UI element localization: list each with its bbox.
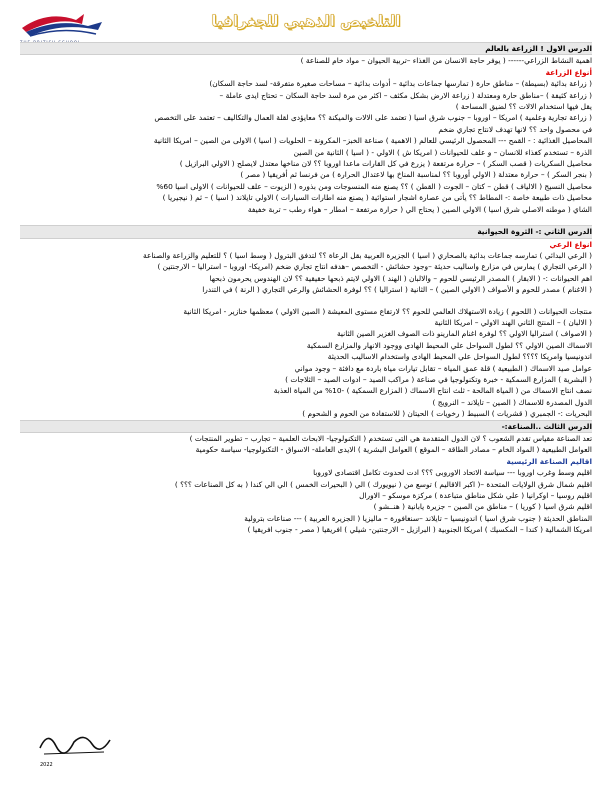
text-line: الدول المصدرة للاسماك ( الصين – تايلاند – النرويج ) xyxy=(432,397,592,407)
text-line: اقليم شمال شرق الولايات المتحدة –( اكبر الاقاليم ) توسع من ( نيويورك ) الي ( البحيرات الخمس ) الي الي كندا ( به كل الصناعات ؟؟؟ ) xyxy=(174,479,592,489)
signature-year: 2022 xyxy=(40,762,53,768)
text-line: في محصول واحد ؟؟ لانها تهدف لانتاج تجاري ضخم xyxy=(438,124,592,134)
text-line: نصف انتاج الاسماك من ( المياة المالحة - ثلث انتاج الاسماك ( المزارع السمكية ) -10% من المياة العذبة xyxy=(273,386,592,396)
text-line: ( الاغنام ) مصدر للحوم و الأصواف ( الاولي الصين ) – الثانية ( استراليا ) ؟؟ لوفرة الحشائش والرعي التجاري ( الرنة ) في التندرا xyxy=(202,285,592,295)
text-line: محاصيل النسيج ( الالياف ) قطن – كتان – الجوت ( القطن ) ؟؟ يصنع منه المنسوجات ومن بذوره ( الزيوت – علف للحيوانات ) الاولى اسيا 60% xyxy=(156,181,592,191)
text-line xyxy=(20,296,592,306)
text-line: محاصيل ذات طبيعة خاصة :- المطاط ؟؟ يأتى من عصارة اشجار استوائية ( يصنع منه اطارات السيارات ) الاولي تايلاند ( اسيا ) – ثم ( نيجيريا ) xyxy=(162,193,592,203)
summary-sheet xyxy=(20,42,592,536)
text-line: اهمية النشاط الزراعي------ ( يوفر حاجة الانسان من الغذاء –تربية الحيوان – مواد خام للصناعة ) xyxy=(300,56,592,66)
text-line: ( بنجر السكر ) – حرارة معتدلة ( الاولي أوروبا ؟؟ لمناسبة المناخ بها لاعتدال الحرارة ) من فرنسا ثم أفريقيا ( مصر ) xyxy=(240,170,592,180)
signature-image xyxy=(34,722,114,762)
text-line: أنواع الزراعة xyxy=(545,67,592,77)
text-line: منتجات الحيوانات ( اللحوم ) زيادة الاستهلاك العالمي للحوم ؟؟ لارتفاع مستوى المعيشة ( الصين الاولي ) معظمها خنازير - امريكا الثانية xyxy=(183,306,592,316)
text-line: ( الرعي التجاري ) يمارس في مزارع واساليب حديثة –وجود حشائش - التخصص –هدفه انتاج تجاري ضخم (امريكا- اوروبا – استراليا – الارجنتين ) xyxy=(157,262,592,272)
text-line: ( الرعي البدائي ) تمارسه جماعات بدائية بالصحاري ( اسيا ) الجزيرة العربية بقل الرعاة ؟؟ لتدفق البترول ( وسط اسيا ) ؟ للتعليم والزراعة والصناعة xyxy=(143,250,592,260)
text-line: ( البشرية ) المزارع السمكية - خبرة وتكنولوجيا في صناعة ( مراكب الصيد – ادوات الصيد – الثلاجات ) xyxy=(285,374,592,384)
text-line: المحاصيل الغذائية : - القمح --- المحصول الرئيسي للعالم ( الاهمية ) صناعة الخبز– المكرونة – الحلويات ( اسيا ) الاولى من الصين – امريكا الثانية xyxy=(153,136,592,146)
section-heading: الدرس الاول ! الزراعة بالعالم xyxy=(20,42,592,55)
text-line: البحريات :- الجمبري ( قشريات ) السبيط ( رخويات ) الحيتان ( للاستفادة من الحوم و الشحوم ) xyxy=(302,409,592,419)
text-line: انواع الرعي xyxy=(549,239,592,249)
section-heading: الدرس الثاني :- الثروة الحيوانية xyxy=(20,225,592,238)
page-title: التلخيص الذهبي للجغرافيا xyxy=(211,12,401,30)
text-line: ( زراعة تجارية وعلمية ) امريكا – اوروبا – جنوب شرق اسيا ( تعتمد على الالات والميكنة ؟؟ معايؤدى لقلة العمال والتكاليف – تعتمد على التخصص xyxy=(154,113,592,123)
text-line: اندونيسيا وامريكا ؟؟؟؟ لطول السواحل علي المحيط الهادى واستخدام الاساليب الحديثة xyxy=(327,352,592,362)
text-line: الذرة – تستخدم كغذاء للانسان – و علف للحيوانات ( امريكا ش ) الاولي - ( اسيا ) الثانية من الصين xyxy=(293,147,592,157)
text-line: محاصيل السكريات ( قصب السكر ) – حرارة مرتفعة ( يزرع في كل القارات ماعدا اوروبا ؟؟ لان مناخها معتدل لايصلح ( الاولي البرازيل ) xyxy=(179,159,592,169)
text-line: امريكا الشمالية ( كندا – المكسيك ) امريكا الجنوبية ( البرازيل – الارجنتين- شيلي ) افريقيا ( مصر - جنوب افريقيا ) xyxy=(247,525,592,535)
text-line: ( زراعة كثيفة ) –مناطق حارة ومعتدلة ( زراعة الارض بشكل مكثف – اكثر من مرة لسد حاجة السكان – تحتاج ايدى عاملة – xyxy=(219,90,592,100)
text-line: الاسماك الصين الاولي ؟؟ لطول السواحل علي المحيط الهادى ووجود الانهار والمزارع السمكية xyxy=(306,340,592,350)
text-line: عوامل صيد الاسماك ( الطبيعية ) قلة عمق المياة – تقابل تيارات مياة باردة مع دافئة – وجود مواني xyxy=(294,363,592,373)
text-line: اقليم وسط وغرب اوروبا --- سياسة الاتحاد الاوروبى ؟؟؟ ادت لحدوث تكامل اقتصادى لاوروبا xyxy=(313,468,592,478)
text-line: الشاي ( موطنه الاصلي شرق اسيا ) الاولي الصين ( يحتاج الي ( حرارة مرتفعة – امطار – هواء رطب – تربة خفيفة xyxy=(247,204,592,214)
text-line: يقل فيها استخدام الالات ؟؟ لضيق المساحة ) xyxy=(455,102,592,112)
text-line: ( زراعة بدائية (بسيطة) – مناطق حارة ( تمارسها جماعات بدائية – أدوات بدائية – مساحات صغيرة متفرقة- لسد حاجة السكان) xyxy=(209,79,592,89)
section-heading: الدرس الثالث ..الصناعة:- xyxy=(20,420,592,433)
text-line xyxy=(20,215,592,225)
text-line: العوامل الطبيعية ( المواد الخام – مصادر الطاقة – الموقع ) العوامل البشرية ) الايدى العاملة- الاسواق - التكنولوجيا- سياسة حكومية xyxy=(195,445,592,455)
text-line: اقليم روسيا – اوكرانيا ( علي شكل مناطق متباعدة ) مركزة موسكو – الاورال xyxy=(359,491,592,501)
text-line: تعد الصناعة مقياس تقدم الشعوب ؟ لان الدول المتقدمة هي التى تستخدم ( التكنولوجيا- الابحاث العلمية – تجارب – تطوير المنتجات ) xyxy=(189,434,592,443)
text-line: اقاليم الصناعة الرئيسية xyxy=(506,456,592,466)
text-line: اهم الحيوانات :- ( الابقار ) المصدر الرئيسي للحوم – والالبان ( الهند ) الاولي لايتم ذبحها حقيقية ؟؟ لان الهندوس يحرمون ذبحها xyxy=(209,273,592,283)
text-line: ( الالبان ) – المنتج الثاني الهند الاولي – امريكا الثانية xyxy=(434,317,592,327)
text-line: اقليم شرق اسيا ( كوريا ) – مناطق من الصين – جزيرة يابانية ( هنــشو ) xyxy=(373,502,592,512)
text-line: المناطق الحديثة ( جنوب شرق اسيا ) اندونيسيا – تايلاند –سنغافورة – ماليزيا ( الجزيرة العربية ) --- صناعات بترولية xyxy=(244,513,592,523)
text-line: ( الاصواف ) استراليا الاولي ؟؟ لوفرة اغنام المارينو ذات الصوف الغزير الصين الثانية xyxy=(336,329,592,339)
